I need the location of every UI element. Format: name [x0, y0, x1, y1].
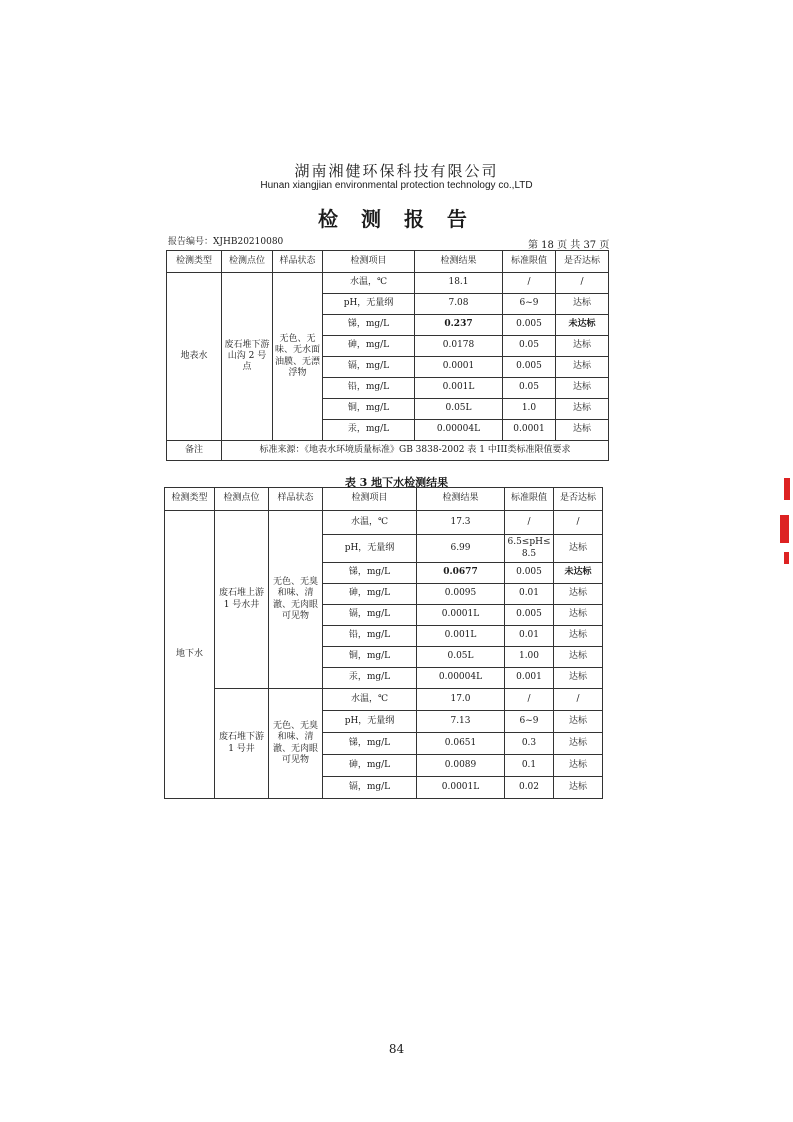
pass-cell: 达标 [554, 733, 603, 755]
header-cell: 检测项目 [323, 488, 417, 511]
sample-state: 无色、无臭和味、清澈、无肉眼可见物 [269, 689, 323, 799]
item-cell: pH，无量纲 [323, 294, 415, 315]
header-cell: 检测点位 [215, 488, 269, 511]
table-header-row [165, 488, 603, 511]
pass-cell: 达标 [556, 399, 609, 420]
result-cell: 0.0095 [417, 584, 505, 605]
item-cell: 铅，mg/L [323, 626, 417, 647]
result-cell: 0.0001 [415, 357, 503, 378]
item-cell: 水温，℃ [323, 273, 415, 294]
header-cell: 样品状态 [269, 488, 323, 511]
page-info: 第 18 页 共 37 页 [528, 240, 610, 251]
page-number: 84 [388, 1042, 405, 1056]
report-number: 报告编号：XJHB20210080 [168, 237, 284, 247]
header-cell: 检测类型 [167, 251, 222, 273]
limit-cell: 0.01 [505, 584, 554, 605]
item-cell: 镉，mg/L [323, 777, 417, 799]
remark-text: 标准来源：《地表水环境质量标准》GB 3838-2002 表 1 中III类标准限值要求 [222, 441, 609, 461]
pass-cell: 达标 [554, 755, 603, 777]
result-cell: 18.1 [415, 273, 503, 294]
sample-site: 废石堆上游 1 号水井 [215, 511, 269, 689]
item-cell: 水温，℃ [323, 689, 417, 711]
groundwater-table [164, 487, 603, 799]
remark-label: 备注 [167, 441, 222, 461]
pass-cell: 达标 [556, 420, 609, 441]
limit-cell: 6.5≤pH≤8.5 [505, 535, 554, 563]
pass-cell: / [554, 511, 603, 535]
header-cell: 检测点位 [222, 251, 273, 273]
table-row [165, 511, 603, 535]
limit-cell: 0.3 [505, 733, 554, 755]
result-cell: 0.0001L [417, 605, 505, 626]
limit-cell: 0.02 [505, 777, 554, 799]
pass-cell: 达标 [554, 647, 603, 668]
item-cell: 汞，mg/L [323, 668, 417, 689]
item-cell: 锑，mg/L [323, 563, 417, 584]
pass-cell: 达标 [554, 605, 603, 626]
item-cell: 铜，mg/L [323, 647, 417, 668]
document-title: 检 测 报 告 [318, 207, 475, 231]
limit-cell: / [505, 511, 554, 535]
result-cell: 0.00004L [415, 420, 503, 441]
result-cell: 0.001L [415, 378, 503, 399]
result-cell: 0.0178 [415, 336, 503, 357]
table-header-row [167, 251, 609, 273]
sample-state: 无色、无味、无水面油膜、无漂浮物 [273, 273, 323, 441]
limit-cell: 0.01 [505, 626, 554, 647]
pass-cell: 达标 [554, 668, 603, 689]
item-cell: 水温，℃ [323, 511, 417, 535]
detection-type: 地表水 [167, 273, 222, 441]
limit-cell: 6~9 [505, 711, 554, 733]
header-cell: 检测项目 [323, 251, 415, 273]
limit-cell: 0.001 [505, 668, 554, 689]
limit-cell: 6~9 [503, 294, 556, 315]
table-row [167, 273, 609, 294]
item-cell: 汞，mg/L [323, 420, 415, 441]
limit-cell: 0.1 [505, 755, 554, 777]
result-cell: 17.3 [417, 511, 505, 535]
result-cell: 17.0 [417, 689, 505, 711]
header-cell: 标准限值 [503, 251, 556, 273]
pass-cell: 达标 [554, 626, 603, 647]
sample-site: 废石堆下游山沟 2 号点 [222, 273, 273, 441]
item-cell: 锑，mg/L [323, 315, 415, 336]
company-name-en: Hunan xiangjian environmental protection technology co.,LTD [260, 180, 533, 191]
scan-mark [780, 515, 789, 543]
item-cell: 锑，mg/L [323, 733, 417, 755]
header-cell: 是否达标 [554, 488, 603, 511]
pass-cell: 未达标 [556, 315, 609, 336]
limit-cell: 0.005 [503, 357, 556, 378]
header-cell: 样品状态 [273, 251, 323, 273]
scan-mark [784, 478, 790, 500]
pass-cell: 未达标 [554, 563, 603, 584]
result-cell: 0.237 [415, 315, 503, 336]
result-cell: 0.0651 [417, 733, 505, 755]
header-cell: 是否达标 [556, 251, 609, 273]
item-cell: 铜，mg/L [323, 399, 415, 420]
item-cell: 镉，mg/L [323, 357, 415, 378]
limit-cell: 0.005 [505, 605, 554, 626]
item-cell: 砷，mg/L [323, 755, 417, 777]
header-cell: 检测类型 [165, 488, 215, 511]
limit-cell: / [503, 273, 556, 294]
pass-cell: 达标 [554, 711, 603, 733]
limit-cell: 0.0001 [503, 420, 556, 441]
table-caption: 表 3 地下水检测结果 [344, 476, 449, 489]
pass-cell: 达标 [556, 294, 609, 315]
result-cell: 6.99 [417, 535, 505, 563]
header-cell: 检测结果 [417, 488, 505, 511]
pass-cell: / [554, 689, 603, 711]
surface-water-table [166, 250, 609, 461]
result-cell: 0.0089 [417, 755, 505, 777]
company-name-cn: 湖南湘健环保科技有限公司 [294, 162, 499, 180]
result-cell: 7.08 [415, 294, 503, 315]
result-cell: 0.0001L [417, 777, 505, 799]
sample-state: 无色、无臭和味、清澈、无肉眼可见物 [269, 511, 323, 689]
limit-cell: 1.0 [503, 399, 556, 420]
scan-mark [784, 552, 789, 564]
item-cell: 砷，mg/L [323, 336, 415, 357]
item-cell: 砷，mg/L [323, 584, 417, 605]
limit-cell: 0.005 [505, 563, 554, 584]
pass-cell: 达标 [556, 378, 609, 399]
detection-type: 地下水 [165, 511, 215, 799]
result-cell: 0.001L [417, 626, 505, 647]
pass-cell: 达标 [556, 336, 609, 357]
item-cell: 铅，mg/L [323, 378, 415, 399]
header-cell: 标准限值 [505, 488, 554, 511]
header-cell: 检测结果 [415, 251, 503, 273]
result-cell: 0.05L [415, 399, 503, 420]
limit-cell: 0.05 [503, 336, 556, 357]
limit-cell: 1.00 [505, 647, 554, 668]
sample-site: 废石堆下游 1 号井 [215, 689, 269, 799]
remark-row [167, 441, 609, 461]
item-cell: pH，无量纲 [323, 535, 417, 563]
pass-cell: 达标 [554, 584, 603, 605]
pass-cell: 达标 [554, 535, 603, 563]
limit-cell: 0.005 [503, 315, 556, 336]
pass-cell: / [556, 273, 609, 294]
item-cell: pH，无量纲 [323, 711, 417, 733]
result-cell: 0.05L [417, 647, 505, 668]
limit-cell: 0.05 [503, 378, 556, 399]
result-cell: 0.00004L [417, 668, 505, 689]
item-cell: 镉，mg/L [323, 605, 417, 626]
result-cell: 7.13 [417, 711, 505, 733]
result-cell: 0.0677 [417, 563, 505, 584]
table-row [165, 689, 603, 711]
limit-cell: / [505, 689, 554, 711]
pass-cell: 达标 [556, 357, 609, 378]
pass-cell: 达标 [554, 777, 603, 799]
